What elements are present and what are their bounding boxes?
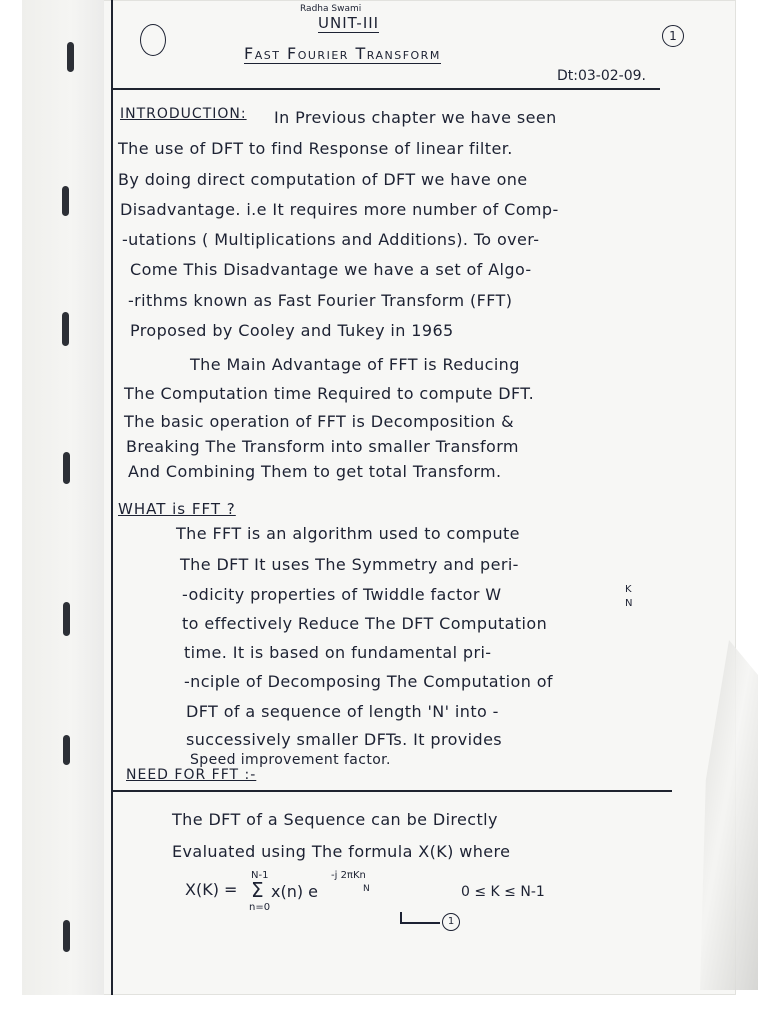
formula-term: x(n) e — [271, 882, 319, 901]
formula-lhs: X(K) = — [185, 880, 238, 899]
intro-line: -utations ( Multiplications and Additions). To over- — [122, 230, 540, 249]
what-is-fft-line: The DFT It uses The Symmetry and peri- — [180, 555, 519, 574]
intro-line: By doing direct computation of DFT we have one — [118, 170, 528, 189]
twiddle-subscript: K — [625, 584, 632, 595]
binding-hole-icon — [62, 186, 69, 216]
what-is-fft-line: time. It is based on fundamental pri- — [184, 643, 492, 662]
binding-hole-icon — [63, 452, 70, 484]
what-is-fft-line: -odicity properties of Twiddle factor W — [182, 585, 502, 604]
binding-hole-icon — [63, 602, 70, 636]
intro-line: And Combining Them to get total Transform. — [128, 462, 502, 481]
intro-line: Proposed by Cooley and Tukey in 1965 — [130, 321, 454, 340]
need-for-fft-line: The DFT of a Sequence can be Directly — [172, 810, 498, 829]
date: Dt:03-02-09. — [557, 68, 646, 84]
page-title: Fast Fourier Transform — [244, 44, 441, 63]
what-is-fft-line: DFT of a sequence of length 'N' into - — [186, 702, 499, 721]
intro-line: In Previous chapter we have seen — [274, 108, 557, 127]
intro-line: The Computation time Required to compute DFT. — [124, 384, 535, 403]
what-is-fft-line: to effectively Reduce The DFT Computation — [182, 614, 548, 633]
header-rule — [112, 88, 660, 90]
intro-line: The Main Advantage of FFT is Reducing — [190, 355, 520, 374]
intro-line: Breaking The Transform into smaller Transform — [126, 437, 519, 456]
page-margin — [22, 0, 104, 995]
intro-line: Come This Disadvantage we have a set of Algo- — [130, 260, 532, 279]
need-for-fft-heading: NEED FOR FFT :- — [126, 767, 257, 783]
ganesha-symbol-icon — [140, 24, 166, 56]
section-rule — [112, 790, 672, 792]
binding-hole-icon — [63, 735, 70, 765]
equation-number: 1 — [442, 913, 460, 931]
page-number: 1 — [662, 25, 684, 47]
exponent-denominator: N — [363, 884, 370, 894]
binding-hole-icon — [67, 42, 74, 72]
formula-exponent: -j 2πKn — [331, 870, 366, 881]
what-is-fft-line: -nciple of Decomposing The Computation of — [184, 672, 553, 691]
index-range: 0 ≤ K ≤ N-1 — [461, 884, 545, 900]
equation-reference — [400, 912, 470, 936]
binding-hole-icon — [62, 312, 69, 346]
margin-line — [111, 0, 113, 995]
what-is-fft-line: The FFT is an algorithm used to compute — [176, 524, 520, 543]
equation-bracket — [400, 922, 440, 924]
need-for-fft-line: Evaluated using The formula X(K) where — [172, 842, 511, 861]
binding-hole-icon — [63, 920, 70, 952]
sum-symbol: Σ — [251, 878, 264, 902]
sum-lower-limit: n=0 — [249, 902, 271, 913]
unit-label: UNIT-III — [318, 14, 380, 32]
what-is-fft-heading: WHAT is FFT ? — [118, 500, 236, 518]
intro-line: The use of DFT to find Response of linear filter. — [118, 139, 513, 158]
intro-line: The basic operation of FFT is Decomposition & — [124, 412, 515, 431]
sum-upper-limit: N-1 — [251, 870, 269, 881]
twiddle-subscript: N — [625, 598, 633, 609]
author-name: Radha Swami — [300, 4, 362, 14]
what-is-fft-line: successively smaller DFTs. It provides — [186, 730, 503, 749]
intro-line: -rithms known as Fast Fourier Transform (FFT) — [128, 291, 513, 310]
equation-bracket — [400, 912, 402, 922]
introduction-heading: INTRODUCTION: — [120, 106, 247, 122]
intro-line: Disadvantage. i.e It requires more number of Comp- — [120, 200, 559, 219]
what-is-fft-line: Speed improvement factor. — [190, 752, 391, 768]
